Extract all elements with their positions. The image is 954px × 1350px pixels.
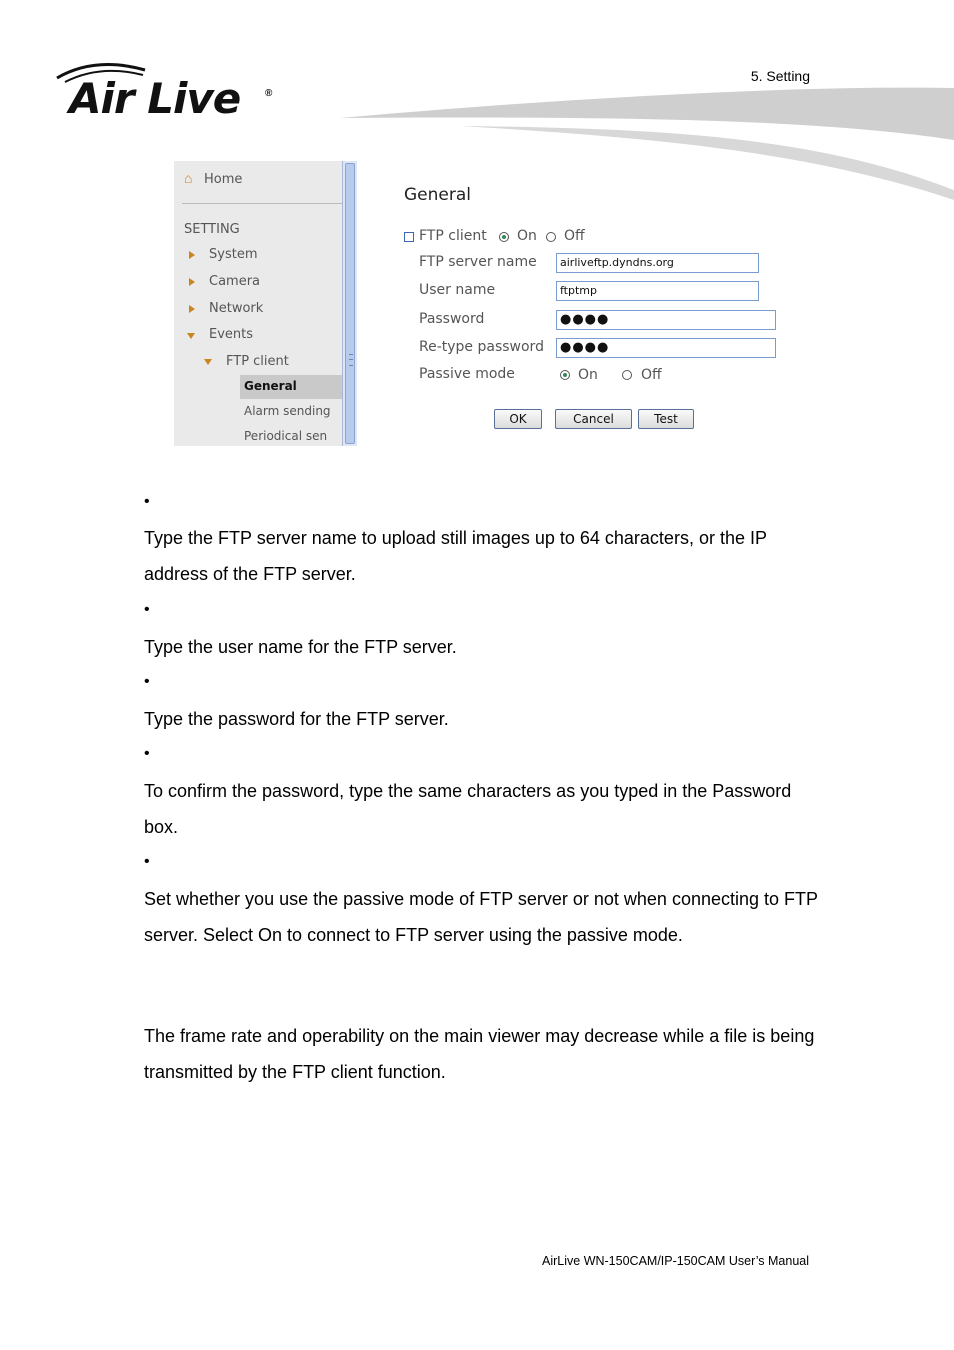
passive-on-radio[interactable] bbox=[560, 370, 570, 380]
paragraph-retype-password: To confirm the password, type the same characters as you typed in the Password box. bbox=[144, 781, 792, 837]
collapse-arrow-icon bbox=[187, 333, 195, 339]
password-label: Password bbox=[419, 311, 485, 327]
bullet: • bbox=[144, 673, 150, 690]
ok-button[interactable]: OK bbox=[494, 409, 542, 429]
settings-sidebar bbox=[174, 161, 342, 446]
sidebar-item-ftp-client[interactable]: FTP client bbox=[226, 354, 289, 369]
sidebar-divider bbox=[182, 203, 342, 204]
ftp-client-label: FTP client bbox=[419, 228, 487, 244]
passive-on-label: On bbox=[578, 367, 598, 383]
bullet: • bbox=[144, 493, 150, 510]
grip-icon bbox=[349, 354, 353, 366]
ftp-server-name-input[interactable]: airliveftp.dyndns.org bbox=[556, 253, 759, 273]
form-title: General bbox=[404, 185, 471, 205]
paragraph-user-name: Type the user name for the FTP server. bbox=[144, 637, 457, 657]
settings-screenshot bbox=[174, 161, 734, 447]
expand-arrow-icon bbox=[189, 305, 195, 313]
ftp-server-name-label: FTP server name bbox=[419, 254, 537, 270]
sidebar-item-periodical-sending[interactable]: Periodical sen bbox=[244, 429, 328, 443]
password-input[interactable]: ●●●● bbox=[556, 310, 776, 330]
paragraph-note: The frame rate and operability on the main viewer may decrease while a file is being transmitted by the FTP client function. bbox=[144, 1026, 815, 1082]
ftp-client-off-radio[interactable] bbox=[546, 232, 556, 242]
collapse-arrow-icon bbox=[204, 359, 212, 365]
sidebar-item-system[interactable]: System bbox=[209, 247, 258, 262]
paragraph-password: Type the password for the FTP server. bbox=[144, 709, 449, 729]
passive-mode-label: Passive mode bbox=[419, 366, 515, 382]
test-button[interactable]: Test bbox=[638, 409, 694, 429]
ftp-client-checkbox[interactable] bbox=[404, 232, 414, 242]
sidebar-heading-setting: SETTING bbox=[184, 222, 240, 237]
cancel-button[interactable]: Cancel bbox=[555, 409, 632, 429]
sidebar-item-events[interactable]: Events bbox=[209, 327, 254, 342]
sidebar-item-network[interactable]: Network bbox=[209, 301, 264, 316]
sidebar-item-home[interactable]: Home bbox=[204, 172, 243, 187]
bullet: • bbox=[144, 745, 150, 762]
user-name-label: User name bbox=[419, 282, 496, 298]
bullet: • bbox=[144, 853, 150, 870]
paragraph-passive-mode: Set whether you use the passive mode of FTP server or not when connecting to FTP server. Select On to connect to FTP server using the passive mode. bbox=[144, 889, 818, 945]
passive-off-radio[interactable] bbox=[622, 370, 632, 380]
ftp-client-on-radio[interactable] bbox=[499, 232, 509, 242]
bullet: • bbox=[144, 601, 150, 618]
sidebar-item-alarm-sending[interactable]: Alarm sending bbox=[244, 404, 331, 418]
expand-arrow-icon bbox=[189, 251, 195, 259]
airlive-logo bbox=[55, 60, 280, 128]
ftp-client-on-label: On bbox=[517, 228, 537, 244]
ftp-client-off-label: Off bbox=[564, 228, 585, 244]
passive-off-label: Off bbox=[641, 367, 662, 383]
paragraph-ftp-server-name: Type the FTP server name to upload still images up to 64 characters, or the IP address of the FTP server. bbox=[144, 528, 767, 584]
section-header: 5. Setting bbox=[750, 68, 810, 84]
user-name-input[interactable]: ftptmp bbox=[556, 281, 759, 301]
sidebar-scrollbar[interactable] bbox=[342, 161, 357, 446]
sidebar-item-general[interactable]: General bbox=[244, 379, 297, 393]
sidebar-item-camera[interactable]: Camera bbox=[209, 274, 261, 289]
scrollbar-thumb[interactable] bbox=[345, 163, 355, 444]
expand-arrow-icon bbox=[189, 278, 195, 286]
home-icon: ⌂ bbox=[184, 170, 193, 186]
retype-password-label: Re-type password bbox=[419, 339, 544, 355]
logo-registered-mark: ® bbox=[265, 88, 273, 99]
logo-text: Air Live bbox=[69, 74, 241, 123]
page-footer: AirLive WN-150CAM/IP-150CAM User’s Manual bbox=[542, 1254, 809, 1268]
retype-password-input[interactable]: ●●●● bbox=[556, 338, 776, 358]
